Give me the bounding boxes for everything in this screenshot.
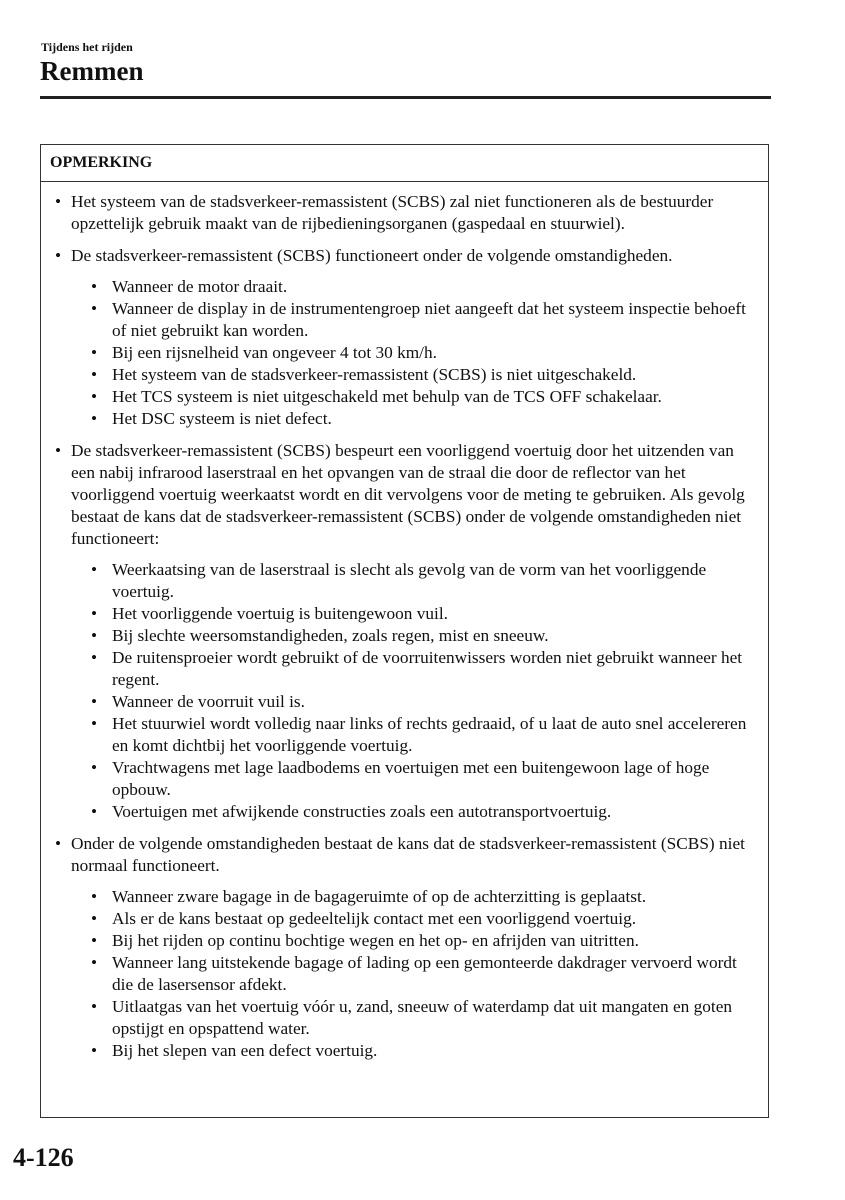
sub-item-text: Het DSC systeem is niet defect. bbox=[112, 409, 332, 428]
sub-bullet-icon: • bbox=[91, 560, 98, 579]
sub-item bbox=[71, 364, 758, 386]
bullet-text: Het systeem van de stadsverkeer-remassistent (SCBS) zal niet functioneren als de bestuurder opzettelijk gebruik maakt van de rijbedieningsorganen (gaspedaal en stuurwiel). bbox=[71, 192, 714, 233]
note-bullet bbox=[53, 440, 758, 823]
sub-bullet-icon: • bbox=[91, 277, 98, 296]
sub-item-text: Voertuigen met afwijkende constructies zoals een autotransportvoertuig. bbox=[112, 802, 612, 821]
page-number: 4-126 bbox=[13, 1143, 74, 1172]
title-rule bbox=[40, 96, 771, 99]
sub-item bbox=[71, 886, 758, 908]
bullet-icon: • bbox=[55, 192, 62, 211]
sub-item-text: Het stuurwiel wordt volledig naar links of rechts gedraaid, of u laat de auto snel accelereren en komt dichtbij het voorliggende voertuig. bbox=[112, 714, 747, 755]
sub-item-text: Wanneer de motor draait. bbox=[112, 277, 288, 296]
sub-bullet-icon: • bbox=[91, 1041, 98, 1060]
page-title: Remmen bbox=[40, 56, 144, 86]
sub-item-text: Wanneer de voorruit vuil is. bbox=[112, 692, 305, 711]
sub-item-text: Uitlaatgas van het voertuig vóór u, zand, sneeuw of waterdamp dat uit mangaten en goten opstijgt en opspattend water. bbox=[112, 997, 733, 1038]
section-label: Tijdens het rijden bbox=[41, 40, 133, 54]
sub-item bbox=[71, 408, 758, 430]
sub-bullet-icon: • bbox=[91, 692, 98, 711]
note-bullet bbox=[53, 191, 758, 235]
sub-item bbox=[71, 276, 758, 298]
sub-item bbox=[71, 952, 758, 996]
sub-item-text: De ruitensproeier wordt gebruikt of de voorruitenwissers worden niet gebruikt wanneer het regent. bbox=[112, 648, 743, 689]
sub-bullet-icon: • bbox=[91, 758, 98, 777]
bullet-icon: • bbox=[55, 834, 62, 853]
sub-bullet-icon: • bbox=[91, 909, 98, 928]
sub-bullet-icon: • bbox=[91, 604, 98, 623]
sub-bullet-icon: • bbox=[91, 365, 98, 384]
sub-bullet-icon: • bbox=[91, 626, 98, 645]
sub-item bbox=[71, 298, 758, 342]
sub-bullet-icon: • bbox=[91, 648, 98, 667]
sub-list bbox=[71, 276, 758, 430]
sub-item-text: Wanneer lang uitstekende bagage of lading op een gemonteerde dakdrager vervoerd wordt die de lasersensor afdekt. bbox=[112, 953, 737, 994]
sub-bullet-icon: • bbox=[91, 802, 98, 821]
note-heading: OPMERKING bbox=[41, 145, 768, 182]
sub-item bbox=[71, 930, 758, 952]
sub-item bbox=[71, 713, 758, 757]
sub-item-text: Bij een rijsnelheid van ongeveer 4 tot 30 km/h. bbox=[112, 343, 437, 362]
bullet-icon: • bbox=[55, 441, 62, 460]
sub-item bbox=[71, 559, 758, 603]
sub-item-text: Bij slechte weersomstandigheden, zoals regen, mist en sneeuw. bbox=[112, 626, 549, 645]
sub-item bbox=[71, 757, 758, 801]
sub-item bbox=[71, 908, 758, 930]
bullet-text: De stadsverkeer-remassistent (SCBS) functioneert onder de volgende omstandigheden. bbox=[71, 246, 673, 265]
sub-item-text: Bij het slepen van een defect voertuig. bbox=[112, 1041, 378, 1060]
sub-item bbox=[71, 647, 758, 691]
sub-bullet-icon: • bbox=[91, 714, 98, 733]
sub-item-text: Het voorliggende voertuig is buitengewoon vuil. bbox=[112, 604, 448, 623]
sub-item bbox=[71, 625, 758, 647]
sub-bullet-icon: • bbox=[91, 887, 98, 906]
sub-item-text: Het TCS systeem is niet uitgeschakeld met behulp van de TCS OFF schakelaar. bbox=[112, 387, 662, 406]
note-bullet bbox=[53, 245, 758, 430]
sub-bullet-icon: • bbox=[91, 387, 98, 406]
sub-bullet-icon: • bbox=[91, 409, 98, 428]
note-body bbox=[41, 182, 768, 1062]
bullet-icon: • bbox=[55, 246, 62, 265]
sub-list bbox=[71, 559, 758, 823]
sub-item bbox=[71, 1040, 758, 1062]
sub-item bbox=[71, 691, 758, 713]
sub-bullet-icon: • bbox=[91, 997, 98, 1016]
sub-item bbox=[71, 996, 758, 1040]
sub-list bbox=[71, 886, 758, 1062]
bullet-text: Onder de volgende omstandigheden bestaat de kans dat de stadsverkeer-remassistent (SCBS) niet normaal functioneert. bbox=[71, 834, 745, 875]
sub-item bbox=[71, 386, 758, 408]
sub-item bbox=[71, 342, 758, 364]
sub-item-text: Wanneer zware bagage in de bagageruimte of op de achterzitting is geplaatst. bbox=[112, 887, 647, 906]
bullet-text: De stadsverkeer-remassistent (SCBS) bespeurt een voorliggend voertuig door het uitzenden van een nabij infrarood laserstraal en het opvangen van de straal die door de reflector van het voorliggend voertuig weerkaatst wordt en dit vervolgens voor de meting te gebruiken. Als gevolg bestaat de kans dat de stadsverkeer-remassistent (SCBS) onder de volgende omstandigheden niet functioneert: bbox=[71, 441, 745, 548]
note-box bbox=[40, 144, 769, 1118]
sub-bullet-icon: • bbox=[91, 299, 98, 318]
sub-item-text: Als er de kans bestaat op gedeeltelijk contact met een voorliggend voertuig. bbox=[112, 909, 637, 928]
sub-bullet-icon: • bbox=[91, 953, 98, 972]
sub-item bbox=[71, 603, 758, 625]
sub-item-text: Vrachtwagens met lage laadbodems en voertuigen met een buitengewoon lage of hoge opbouw. bbox=[112, 758, 710, 799]
sub-bullet-icon: • bbox=[91, 343, 98, 362]
sub-item-text: Het systeem van de stadsverkeer-remassistent (SCBS) is niet uitgeschakeld. bbox=[112, 365, 637, 384]
sub-item-text: Bij het rijden op continu bochtige wegen en het op- en afrijden van uitritten. bbox=[112, 931, 639, 950]
sub-item-text: Weerkaatsing van de laserstraal is slecht als gevolg van de vorm van het voorliggende voertuig. bbox=[112, 560, 707, 601]
note-bullet bbox=[53, 833, 758, 1062]
sub-item-text: Wanneer de display in de instrumentengroep niet aangeeft dat het systeem inspectie behoeft of niet gebruikt kan worden. bbox=[112, 299, 746, 340]
sub-bullet-icon: • bbox=[91, 931, 98, 950]
sub-item bbox=[71, 801, 758, 823]
